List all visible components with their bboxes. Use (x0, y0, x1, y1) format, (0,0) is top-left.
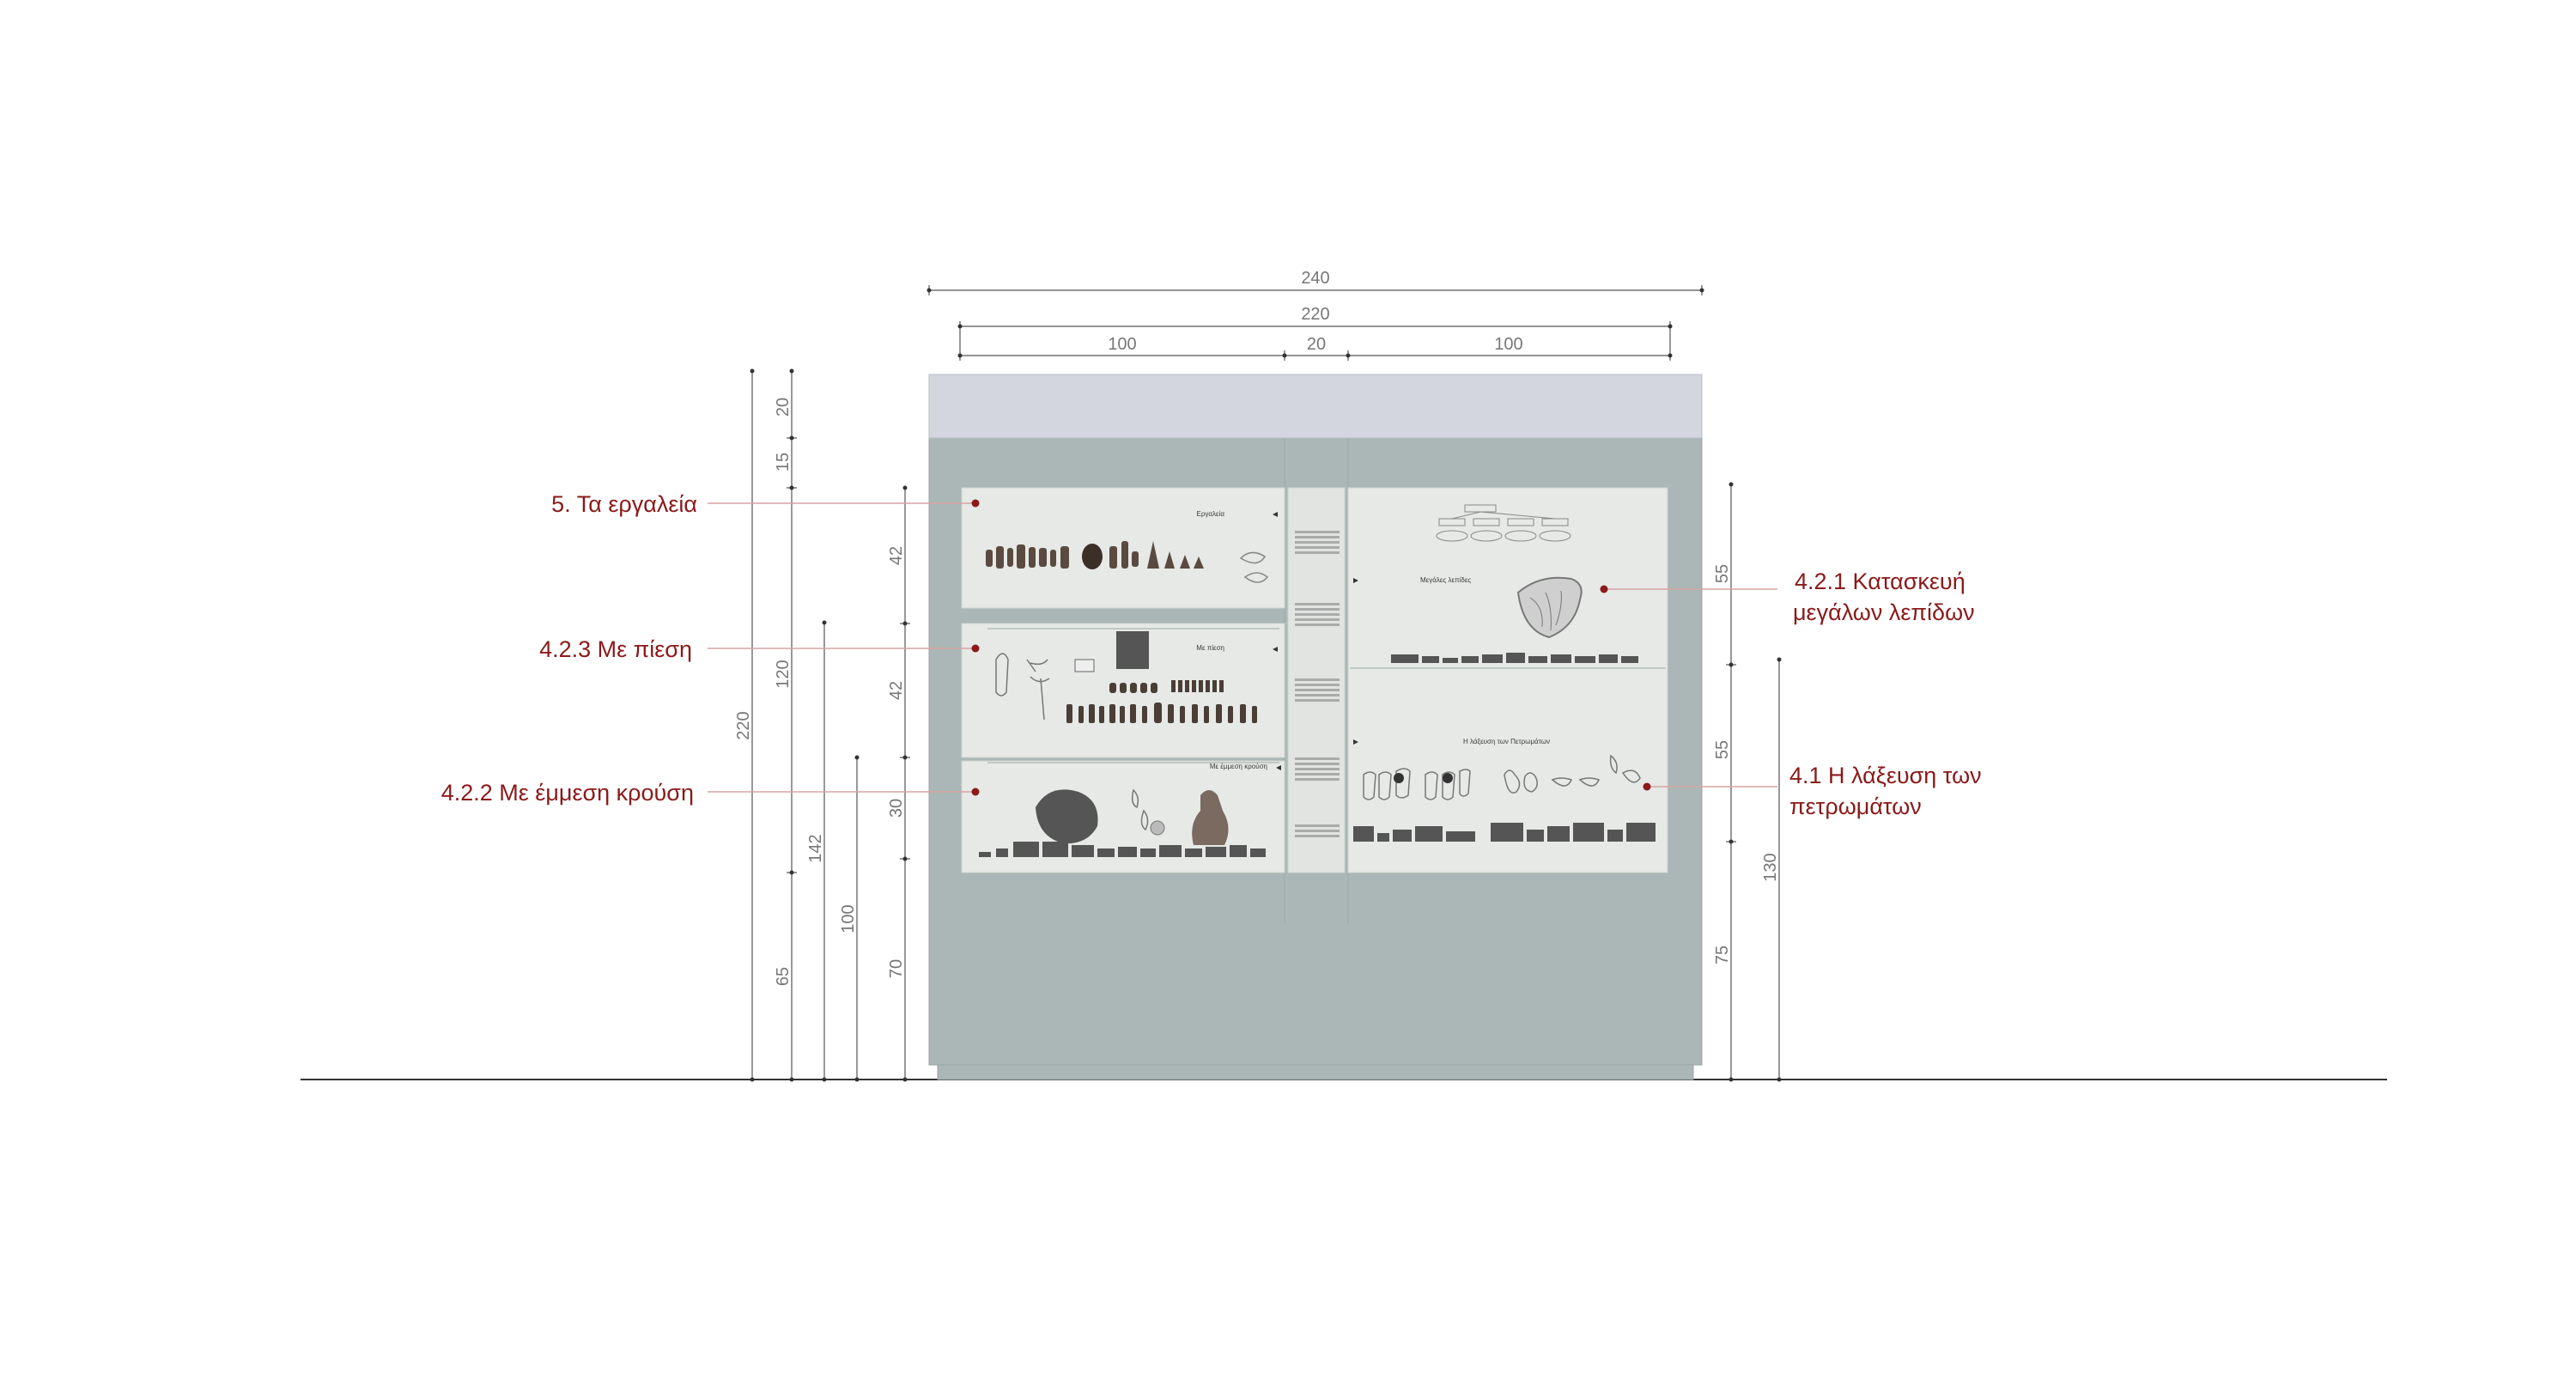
dim-base-height: 65 (774, 966, 793, 987)
artifact-photo (1116, 631, 1149, 669)
zone-label-large-flakes-line1: 4.2.1 Κατασκευή (1795, 569, 1965, 594)
zone-label-indirect: 4.2.2 Με έμμεση κρούση (440, 780, 694, 806)
artifact-shape (1082, 544, 1103, 569)
right-dimension-ticks (1729, 483, 1782, 1082)
zone-label-knapping-line2: πετρωμάτων (1789, 794, 1922, 819)
large-flakes-panel-label: Μεγάλες λεπίδες (1420, 576, 1472, 584)
dim-right-section: 100 (1494, 335, 1523, 354)
right-panels (1348, 488, 1668, 873)
dim-right-middle: 55 (1713, 739, 1732, 760)
dim-right-upper: 55 (1713, 563, 1732, 584)
zone-label-large-flakes-line2: μεγάλων λεπίδων (1793, 599, 1975, 625)
dim-total-height: 220 (734, 711, 753, 740)
artifact-shape (1017, 544, 1025, 569)
knapping-shape (1443, 773, 1453, 783)
dim-panel-upper: 42 (887, 545, 906, 566)
zone-label-knapping-line1: 4.1 Η λάξευση των (1789, 763, 1982, 788)
artifact-shape (1039, 548, 1047, 567)
zone-label-tools: 5. Τα εργαλεία (551, 491, 697, 517)
pressure-panel-label: Με πίεση (1196, 644, 1224, 652)
knapping-shape (1394, 773, 1404, 783)
dim-panel-plinth: 70 (887, 958, 906, 979)
dim-right-base: 75 (1713, 945, 1732, 965)
artifact-shape (986, 550, 993, 567)
artifact-shape (1075, 660, 1094, 672)
artifact-shape (1050, 550, 1056, 567)
case-plinth (938, 1063, 1693, 1080)
artifact-shape (1121, 541, 1128, 569)
indirect-panel-label: Με έμμεση κρούση (1209, 763, 1267, 770)
right-panel-frame (1348, 488, 1668, 873)
dim-middle-section: 20 (1306, 335, 1327, 354)
dim-right-label: 130 (1761, 853, 1780, 882)
tools-panel-label: Εργαλεία (1196, 510, 1224, 518)
artifact-shape (1109, 546, 1117, 569)
right-dimensions (1726, 484, 1779, 1080)
dim-gap-height: 15 (774, 452, 793, 472)
artifact-shape (996, 546, 1004, 569)
dim-inner-width: 220 (1301, 305, 1330, 324)
artifact-shape (1029, 547, 1036, 568)
dim-100: 100 (839, 904, 858, 934)
dim-142: 142 (806, 834, 825, 863)
left-panels (962, 488, 1285, 873)
dim-panel-lower: 30 (887, 798, 906, 818)
case-header (929, 374, 1702, 438)
dim-header-height: 20 (774, 397, 793, 417)
artifact-shape (1151, 821, 1164, 835)
dim-total-width: 240 (1301, 269, 1330, 288)
middle-text-strip (1288, 488, 1345, 873)
artifact-shape (1007, 548, 1013, 567)
zone-label-pressure: 4.2.3 Με πίεση (539, 636, 692, 662)
dim-upper-case: 120 (774, 660, 793, 689)
artifact-shape (1060, 546, 1069, 569)
dim-panel-middle: 42 (887, 680, 906, 701)
dim-left-section: 100 (1108, 335, 1137, 354)
knapping-panel-label: Η λάξευση των Πετρωμάτων (1463, 738, 1550, 745)
artifact-shape (1132, 551, 1139, 567)
